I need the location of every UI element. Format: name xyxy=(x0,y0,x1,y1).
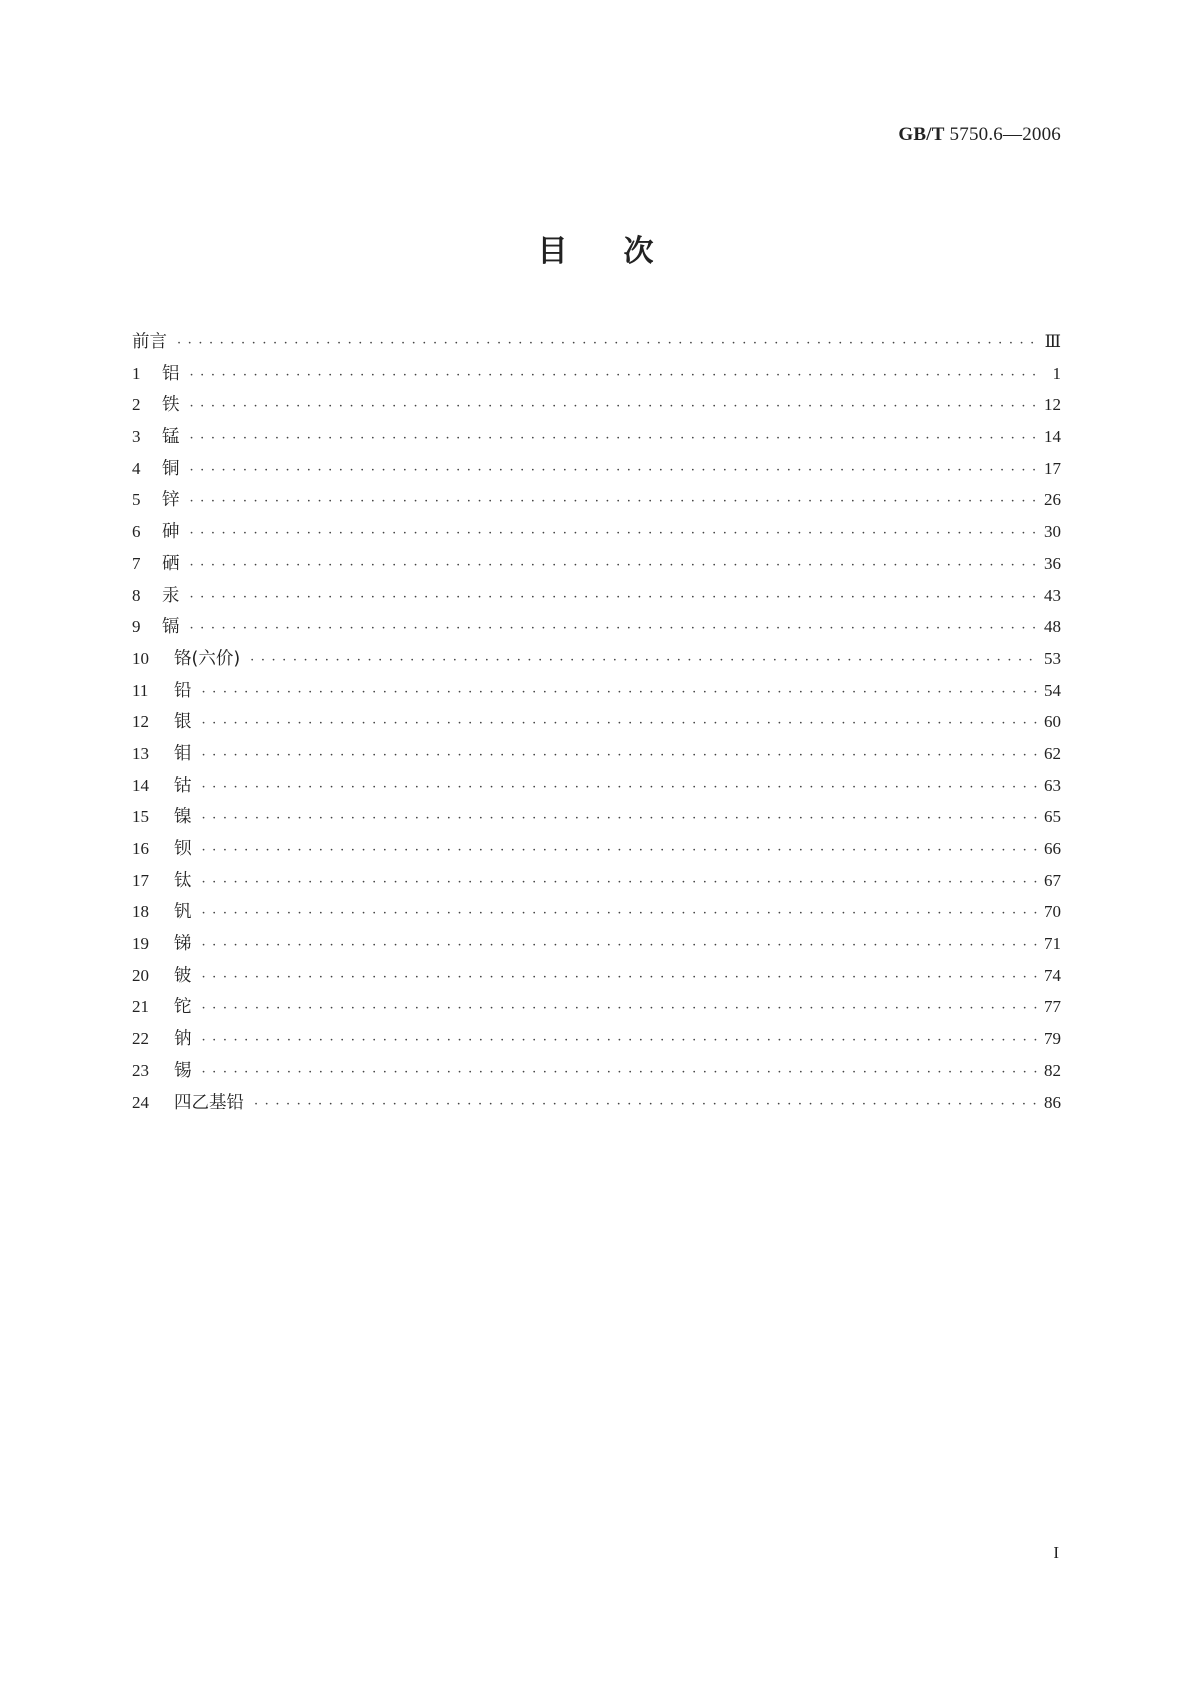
page-number: I xyxy=(1053,1543,1059,1562)
toc-entry-number: 9 xyxy=(132,617,141,637)
toc-entry-page: 30 xyxy=(1044,522,1061,542)
toc-dot-leader xyxy=(196,1025,1038,1057)
toc-entry-number: 13 xyxy=(132,743,149,763)
toc-entry-label: 铝 xyxy=(162,363,180,384)
toc-entry-label: 锑 xyxy=(174,934,192,955)
toc-entry-number: 20 xyxy=(132,965,149,985)
toc-dot-leader xyxy=(184,391,1038,423)
toc-title: 目次 xyxy=(537,234,710,269)
toc-entry-19[interactable] xyxy=(132,928,1061,960)
toc-entry-23[interactable] xyxy=(132,1055,1061,1087)
toc-entry-page: 43 xyxy=(1044,585,1061,605)
toc-entry-page: 65 xyxy=(1044,807,1061,827)
toc-entry-label: 铊 xyxy=(174,997,192,1018)
toc-entry-page: 54 xyxy=(1044,680,1061,700)
toc-entry-number: 19 xyxy=(132,934,149,954)
toc-entry-number: 22 xyxy=(132,1029,149,1049)
toc-entry-page: 62 xyxy=(1044,743,1061,763)
toc-entry-number: 2 xyxy=(132,395,141,415)
toc-entry-label: 锰 xyxy=(162,427,180,448)
toc-entry-number: 8 xyxy=(132,585,141,605)
toc-entry-14[interactable] xyxy=(132,770,1061,802)
standard-code-number: 5750.6—2006 xyxy=(944,124,1061,145)
toc-entry-number: 15 xyxy=(132,807,149,827)
toc-dot-leader xyxy=(184,360,1038,392)
toc-entry-number: 3 xyxy=(132,427,141,447)
toc-entry-page: 63 xyxy=(1044,775,1061,795)
toc-entry-2[interactable] xyxy=(132,389,1061,421)
toc-entry-20[interactable] xyxy=(132,960,1061,992)
toc-dot-leader xyxy=(196,962,1038,994)
toc-entry-label: 钴 xyxy=(174,775,192,796)
toc-entry-page: Ⅲ xyxy=(1044,332,1061,351)
toc-entry-number: 18 xyxy=(132,902,149,922)
toc-dot-leader xyxy=(196,993,1038,1025)
toc-entry-page: 48 xyxy=(1044,617,1061,637)
toc-entry-label: 钒 xyxy=(174,902,192,923)
toc-entry-22[interactable] xyxy=(132,1023,1061,1055)
toc-entry-18[interactable] xyxy=(132,896,1061,928)
toc-dot-leader xyxy=(196,1057,1038,1089)
toc-entry-17[interactable] xyxy=(132,865,1061,897)
toc-dot-leader xyxy=(184,455,1038,487)
toc-entry-foreword[interactable] xyxy=(132,326,1061,358)
toc-dot-leader xyxy=(184,518,1038,550)
toc-entry-page: 70 xyxy=(1044,902,1061,922)
toc-dot-leader xyxy=(184,582,1038,614)
toc-entry-label: 锡 xyxy=(174,1060,192,1081)
toc-entry-5[interactable] xyxy=(132,484,1061,516)
standard-code-prefix: GB/T xyxy=(898,124,945,145)
toc-entry-number: 4 xyxy=(132,458,141,478)
toc-entry-number: 7 xyxy=(132,553,141,573)
toc-entry-label: 汞 xyxy=(162,585,180,606)
toc-entry-label: 钛 xyxy=(174,870,192,891)
toc-entry-label: 钡 xyxy=(174,839,192,859)
toc-entry-page: 71 xyxy=(1044,934,1061,954)
toc-dot-leader xyxy=(196,803,1038,835)
toc-entry-page: 66 xyxy=(1044,839,1061,858)
toc-entry-label: 硒 xyxy=(162,553,180,574)
toc-entry-15[interactable] xyxy=(132,801,1061,833)
toc-dot-leader xyxy=(184,550,1038,582)
toc-entry-number: 5 xyxy=(132,490,141,510)
toc-entry-page: 79 xyxy=(1044,1029,1061,1049)
toc-entry-number: 17 xyxy=(132,870,149,890)
toc-entry-number: 21 xyxy=(132,997,149,1017)
toc-dot-leader xyxy=(184,613,1038,645)
toc-entry-page: 26 xyxy=(1044,490,1061,510)
toc-entry-label: 铍 xyxy=(174,965,192,986)
toc-dot-leader xyxy=(244,645,1037,677)
toc-entry-page: 67 xyxy=(1044,870,1061,890)
toc-entry-7[interactable] xyxy=(132,548,1061,580)
toc-entry-page: 12 xyxy=(1044,395,1061,415)
toc-entry-number: 11 xyxy=(132,680,149,700)
toc-dot-leader xyxy=(196,930,1038,962)
toc-entry-9[interactable] xyxy=(132,611,1061,643)
toc-entry-6[interactable] xyxy=(132,516,1061,548)
toc-entry-label: 锌 xyxy=(162,490,180,511)
toc-entry-number: 1 xyxy=(132,363,141,383)
toc-dot-leader xyxy=(196,677,1038,709)
toc-entry-page: 86 xyxy=(1044,1092,1061,1112)
toc-dot-leader xyxy=(196,867,1038,899)
standard-code xyxy=(898,124,1061,146)
toc-entry-label: 铁 xyxy=(162,395,180,416)
toc-entry-label: 铜 xyxy=(162,458,180,479)
toc-entry-label: 铅 xyxy=(174,680,192,701)
toc-entry-label: 前言 xyxy=(132,332,167,352)
toc-entry-label: 镉 xyxy=(162,617,180,638)
toc-entry-label: 四乙基铅 xyxy=(174,1092,244,1113)
toc-entry-number: 23 xyxy=(132,1060,149,1080)
toc-entry-1[interactable] xyxy=(132,358,1061,390)
toc-entry-21[interactable] xyxy=(132,991,1061,1023)
toc-dot-leader xyxy=(196,835,1038,867)
toc-entry-number: 12 xyxy=(132,712,149,732)
toc-entry-label: 镍 xyxy=(174,807,192,828)
toc-entry-page: 53 xyxy=(1044,648,1061,668)
toc-entry-page: 82 xyxy=(1044,1060,1061,1080)
toc-entry-label: 钼 xyxy=(174,743,192,764)
toc-entry-number: 24 xyxy=(132,1092,149,1112)
toc-entry-page: 74 xyxy=(1044,965,1061,985)
toc-entry-10[interactable] xyxy=(132,643,1061,675)
toc-entry-3[interactable] xyxy=(132,421,1061,453)
toc-dot-leader xyxy=(184,486,1038,518)
toc-entry-label: 钠 xyxy=(174,1029,192,1050)
toc-dot-leader xyxy=(196,772,1038,804)
toc-entry-4[interactable] xyxy=(132,453,1061,485)
toc-entry-label: 铬(六价) xyxy=(174,648,241,669)
toc-entry-16[interactable] xyxy=(132,833,1061,865)
toc-dot-leader xyxy=(184,423,1038,455)
toc-entry-page: 60 xyxy=(1044,712,1061,732)
toc-dot-leader xyxy=(248,1089,1037,1121)
toc-entry-number: 6 xyxy=(132,522,141,542)
toc-entry-24[interactable] xyxy=(132,1087,1061,1119)
toc-entry-page: 14 xyxy=(1044,427,1061,447)
table-of-contents xyxy=(132,326,1061,1118)
toc-entry-11[interactable] xyxy=(132,675,1061,707)
toc-dot-leader xyxy=(196,708,1038,740)
toc-entry-13[interactable] xyxy=(132,738,1061,770)
toc-entry-8[interactable] xyxy=(132,580,1061,612)
toc-dot-leader xyxy=(171,328,1037,360)
toc-entry-number: 10 xyxy=(132,648,149,668)
toc-entry-number: 16 xyxy=(132,839,149,858)
toc-entry-label: 银 xyxy=(174,712,192,733)
toc-entry-number: 14 xyxy=(132,775,149,795)
toc-entry-page: 36 xyxy=(1044,553,1061,573)
toc-entry-label: 砷 xyxy=(162,522,180,543)
toc-dot-leader xyxy=(196,740,1038,772)
toc-entry-page: 77 xyxy=(1044,997,1061,1017)
toc-entry-page: 17 xyxy=(1044,458,1061,478)
toc-entry-12[interactable] xyxy=(132,706,1061,738)
toc-dot-leader xyxy=(196,898,1038,930)
toc-entry-page: 1 xyxy=(1052,363,1061,383)
